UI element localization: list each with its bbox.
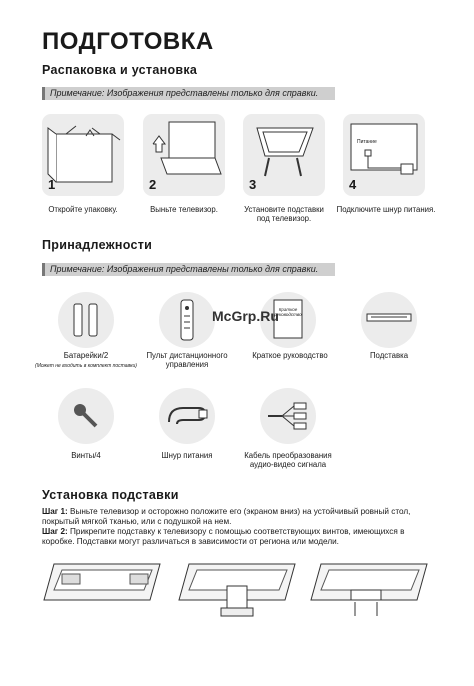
- unpack-heading: Распаковка и установка: [42, 63, 198, 77]
- step-3-number: 3: [249, 177, 257, 192]
- screws-icon: [58, 388, 114, 444]
- av-cable-icon: [260, 388, 316, 444]
- step-1-card: [42, 114, 124, 196]
- batteries-caption: Батарейки/2: [63, 351, 109, 360]
- step-4-number: 4: [349, 177, 357, 192]
- av-cable-caption-line-1: Кабель преобразования: [244, 451, 332, 460]
- remote-caption-line-2: управления: [165, 360, 209, 369]
- step-2-text-2: коробке. Подставки могут различаться в зависимости от региона или модели.: [42, 537, 339, 546]
- step-4-caption: Подключите шнур питания.: [336, 205, 436, 214]
- power-label: Питание: [357, 139, 377, 145]
- stand-step-illustration-1: [40, 560, 164, 606]
- step-3-caption-line-2: под телевизор.: [256, 214, 312, 223]
- accessories-heading: Принадлежности: [42, 238, 153, 252]
- step-1-text-2: покрытый мягкой тканью, или с подушкой на нем.: [42, 517, 232, 526]
- step-3-caption-line-1: Установите подставки: [244, 205, 324, 214]
- batteries-note: (Может не входить в комплект поставки): [35, 363, 137, 369]
- step-2-label: Шаг 2:: [42, 527, 68, 536]
- manual-caption: Краткое руководство: [252, 351, 328, 360]
- power-cord-icon: [159, 388, 215, 444]
- av-cable-caption: [236, 451, 340, 469]
- stand-step-1: [42, 507, 442, 527]
- stand-step-illustration-3: [307, 560, 431, 624]
- remote-control-icon: [159, 292, 215, 348]
- manual-doc-text: Краткое руководство: [274, 307, 302, 317]
- step-2-caption: Выньте телевизор.: [150, 205, 218, 214]
- unpack-note: Примечание: Изображения представлены только для справки.: [42, 87, 335, 100]
- stand-caption: Подставка: [369, 351, 409, 360]
- screws-caption: Винты/4: [71, 451, 101, 460]
- step-3-card: [243, 114, 325, 196]
- av-cable-caption-line-2: аудио-видео сигнала: [249, 460, 327, 469]
- batteries-icon: [58, 292, 114, 348]
- watermark: McGrp.Ru: [212, 308, 279, 324]
- stand-heading: Установка подставки: [42, 488, 179, 502]
- remote-caption: [137, 351, 237, 369]
- step-4-card: [343, 114, 425, 196]
- accessories-note: Примечание: Изображения представлены только для справки.: [42, 263, 335, 276]
- step-2-card: [143, 114, 225, 196]
- step-1-caption: Откройте упаковку.: [48, 205, 118, 214]
- stand-step-illustration-2: [175, 560, 299, 624]
- step-1-label: Шаг 1:: [42, 507, 68, 516]
- stand-step-2: [42, 527, 442, 547]
- power-cord-caption: Шнур питания: [161, 451, 213, 460]
- step-1-text: Выньте телевизор и осторожно положите его (экраном вниз) на устойчивый ровный стол,: [67, 507, 411, 516]
- step-3-caption: [239, 205, 329, 223]
- page-title: ПОДГОТОВКА: [42, 28, 214, 55]
- stand-icon: [361, 292, 417, 348]
- step-1-number: 1: [48, 177, 56, 192]
- step-2-number: 2: [149, 177, 157, 192]
- remote-caption-line-1: Пульт дистанционного: [146, 351, 228, 360]
- step-2-text: Прикрепите подставку к телевизору с помощью соответствующих винтов, имеющихся в: [67, 527, 405, 536]
